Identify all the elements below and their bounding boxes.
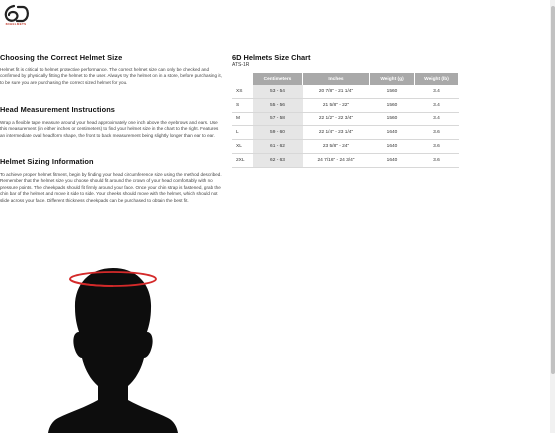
size-chart-row [232, 85, 459, 98]
size-chart-row [232, 112, 459, 126]
size-label: XL [232, 140, 253, 154]
centimeters-cell: 53 - 54 [253, 85, 303, 98]
section-body-measurement: Wrap a flexible tape measure around your head approximately one inch above the eyebrows and ears. Use this measurement (in either inches or centimeters) to find your helmet size in the chart to the right. Features an intermediate oval headform shape, the front to back measurement being slightly longer than ear to ear. [0, 120, 219, 138]
column-header-weight-g: Weight (g) [370, 73, 415, 85]
column-header-centimeters: Centimeters [253, 73, 303, 85]
weight-lb-cell: 3.6 [415, 153, 459, 167]
weight-lb-cell: 3.4 [415, 112, 459, 126]
column-header-inches: Inches [303, 73, 370, 85]
size-chart-title: 6D Helmets Size Chart [232, 53, 311, 62]
size-chart-row [232, 153, 459, 167]
inches-cell: 23 5/8" - 24" [303, 140, 370, 154]
weight-g-cell: 1560 [370, 98, 415, 112]
weight-g-cell: 1640 [370, 153, 415, 167]
weight-lb-cell: 3.4 [415, 85, 459, 98]
size-chart-row [232, 98, 459, 112]
size-label: L [232, 126, 253, 140]
size-label: XS [232, 85, 253, 98]
brand-logo-text: 6DHELMETS [5, 22, 27, 26]
weight-g-cell: 1640 [370, 126, 415, 140]
size-chart-header-row [232, 73, 459, 85]
centimeters-cell: 62 - 63 [253, 153, 303, 167]
size-chart-row [232, 140, 459, 154]
section-heading-sizing-info: Helmet Sizing Information [0, 157, 94, 166]
section-body-sizing-info: To achieve proper helmet fitment, begin by finding your head circumference size using the method described. Remember that the helmet size you choose should fit around the crown of your head comfortably with no pressure points. The cheekpads should fit firmly around your face. Once your chin strap is fastened, grab the chin bar of the helmet and move it side to side. Your cheeks should move with the helmet, which should not slide across your face. Different thickness cheekpads can be purchased to obtain the best fit. [0, 172, 222, 203]
section-body-correct-size: Helmet fit is critical to helmet protective performance. The correct helmet size can only be checked and confirmed by physically fitting the helmet to the user. Always try the helmet on in a store, before purchasing it, to be sure you are purchasing the correct sized helmet for you. [0, 67, 222, 85]
size-chart-model: ATS-1R [232, 62, 250, 68]
scrollbar-thumb[interactable] [551, 6, 555, 374]
weight-lb-cell: 3.4 [415, 98, 459, 112]
column-header-weight-lb: Weight (lb) [415, 73, 459, 85]
section-heading-measurement: Head Measurement Instructions [0, 105, 116, 114]
size-label: 2XL [232, 153, 253, 167]
size-chart-table [232, 73, 459, 168]
centimeters-cell: 61 - 62 [253, 140, 303, 154]
section-heading-correct-size: Choosing the Correct Helmet Size [0, 53, 123, 62]
inches-cell: 21 5/8" - 22" [303, 98, 370, 112]
weight-lb-cell: 3.6 [415, 126, 459, 140]
size-label: M [232, 112, 253, 126]
six-d-logo-icon [3, 4, 31, 24]
head-silhouette-icon [48, 262, 178, 433]
weight-g-cell: 1560 [370, 112, 415, 126]
size-column-header [232, 73, 253, 85]
inches-cell: 20 7/8" - 21 1/4" [303, 85, 370, 98]
size-chart-row [232, 126, 459, 140]
page-scrollbar[interactable] [550, 0, 555, 433]
centimeters-cell: 57 - 58 [253, 112, 303, 126]
weight-lb-cell: 3.6 [415, 140, 459, 154]
centimeters-cell: 55 - 56 [253, 98, 303, 112]
weight-g-cell: 1560 [370, 85, 415, 98]
centimeters-cell: 59 - 60 [253, 126, 303, 140]
inches-cell: 22 1/2" - 22 3/4" [303, 112, 370, 126]
weight-g-cell: 1640 [370, 140, 415, 154]
inches-cell: 22 1/4" - 23 1/4" [303, 126, 370, 140]
inches-cell: 24 7/16" - 24 3/4" [303, 153, 370, 167]
size-label: S [232, 98, 253, 112]
